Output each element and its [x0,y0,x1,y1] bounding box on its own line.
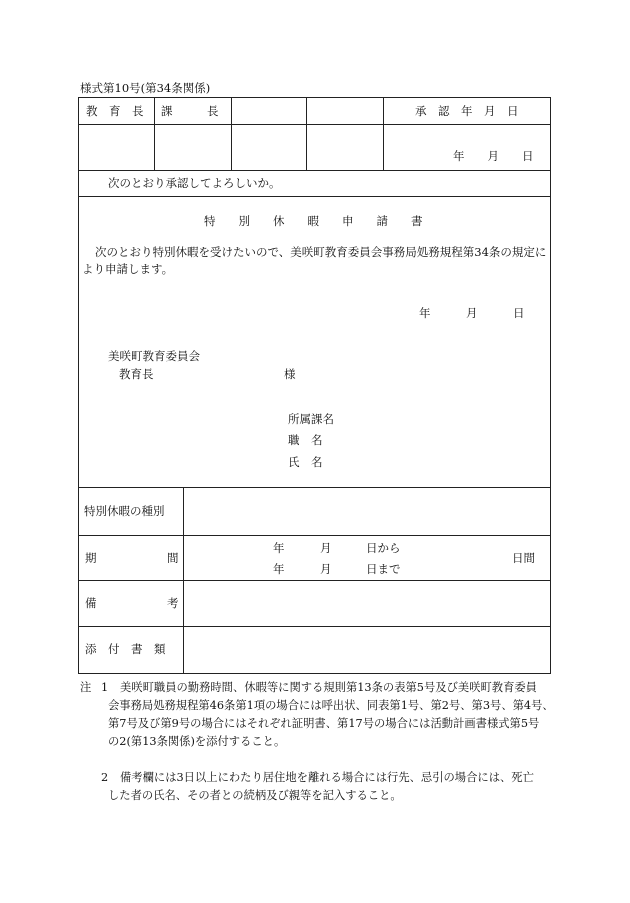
col-divider [231,97,232,171]
body-bottom [78,487,551,488]
to-month: 月 [320,562,332,576]
honorific: 様 [284,367,296,381]
row-divider [78,626,551,627]
to-day: 日まで [366,562,401,576]
remarks-label-1: 備 [85,596,97,610]
table-right-border [550,97,551,674]
header-kacho: 課 長 [161,104,219,118]
note-1-line2: 会事務局処務規程第46条第1項の場合には呼出状、同表第1号、第2号、第3号、第4号、 [108,699,554,712]
days-label: 日間 [512,551,535,565]
label-col-divider [183,487,184,674]
note-1-line1: 美咲町職員の勤務時間、休暇等に関する規則第13条の表第5号及び美咲町教育委員 [120,681,537,694]
to-year: 年 [273,562,285,576]
body-text-line1: 次のとおり特別休暇を受けたいので、美咲町教育委員会事務局処務規程第34条の規定に [95,245,547,259]
dept-label: 所属課名 [288,412,334,426]
row-divider [78,580,551,581]
note-1-number: 1 [101,681,109,694]
col-divider [154,97,155,171]
form-id: 様式第10号(第34条関係) [80,81,211,95]
notes-mark: 注 [80,681,92,694]
from-day: 日から [366,541,401,555]
approval-header-divider [78,124,551,125]
from-month: 月 [320,541,332,555]
name-label: 氏 名 [288,455,323,469]
leave-kind-label: 特別休暇の種別 [84,504,165,518]
body-text-line2: より申請します。 [82,262,174,276]
col-divider [383,97,384,171]
from-year: 年 [273,541,285,555]
remarks-label-2: 考 [167,596,179,610]
period-label-1: 期 [85,551,97,565]
job-title-label: 職 名 [288,433,323,447]
date-day: 日 [513,306,525,320]
table-bottom-border [78,673,551,674]
request-row-bottom [78,196,551,197]
addressee-superintendent: 教育長 [119,367,154,381]
date-month: 月 [466,306,478,320]
approval-row-bottom [78,170,551,171]
note-2-line2: した者の氏名、その者との続柄及び親等を記入すること。 [108,789,402,802]
date-year: 年 [419,306,431,320]
table-left-border [78,97,79,674]
header-approval-date: 承 認 年 月 日 [415,104,519,118]
header-kyoikucho: 教 育 長 [86,104,144,118]
note-1-line3: 第7号及び第9号の場合にはそれぞれ証明書、第17号の場合には活動計画書様式第5号 [108,717,540,730]
period-label-2: 間 [167,551,179,565]
col-divider [306,97,307,171]
note-2-line1: 備考欄には3日以上にわたり居住地を離れる場合には行先、忌引の場合には、死亡 [120,771,534,784]
row-divider [78,535,551,536]
request-line: 次のとおり承認してよろしいか。 [108,176,281,190]
addressee-board: 美咲町教育委員会 [108,349,200,363]
form-title: 特 別 休 暇 申 請 書 [204,214,423,228]
note-1-line4: の2(第13条関係)を添付すること。 [108,735,286,748]
approval-date-line: 年 月 日 [453,149,534,163]
note-2-number: 2 [101,771,109,784]
attachments-label: 添 付 書 類 [85,642,166,656]
table-top-border [78,97,551,98]
